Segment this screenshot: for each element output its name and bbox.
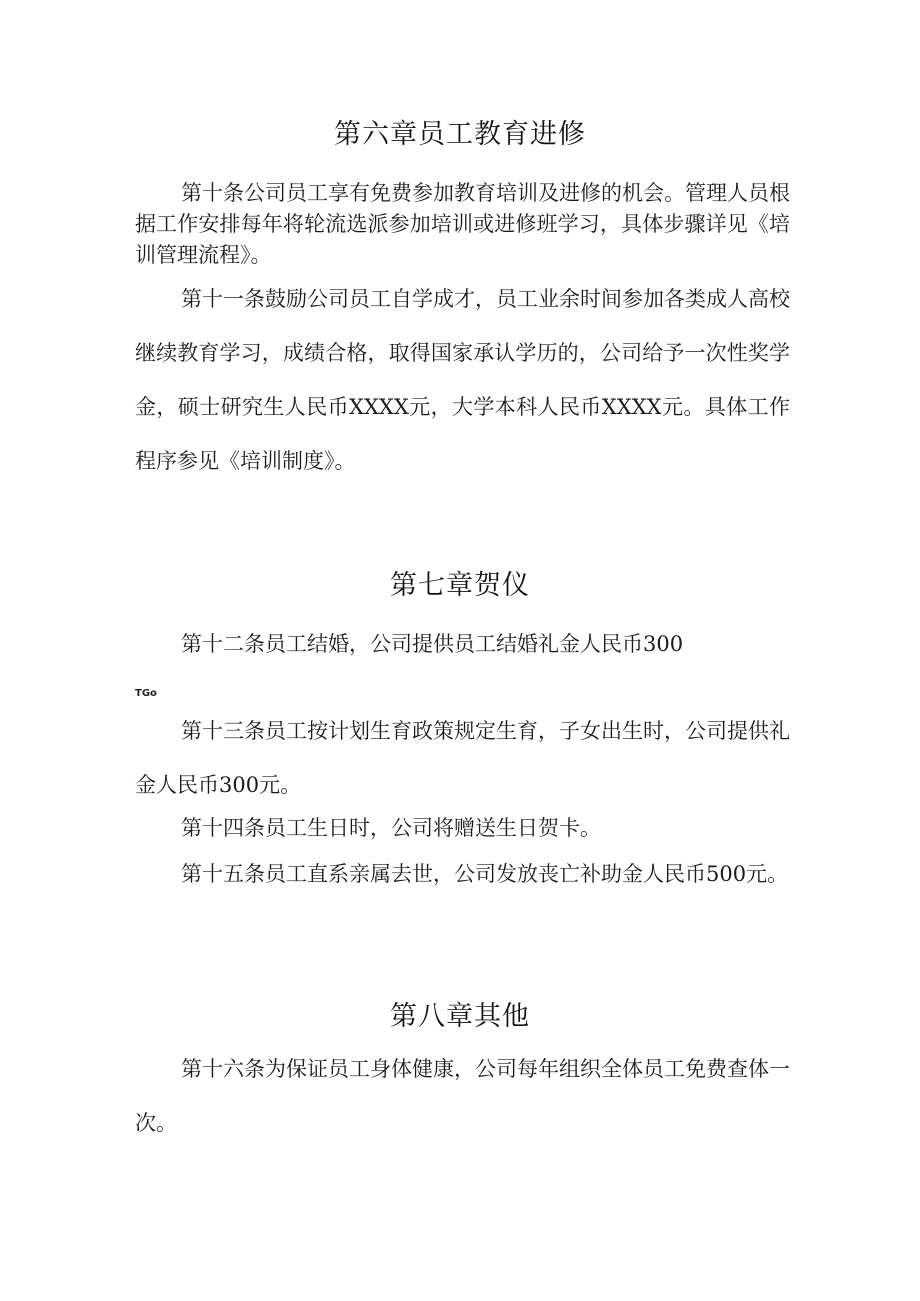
article-16 (135, 1042, 790, 1150)
article-13 (135, 704, 790, 812)
chapter-8-title: 第八章其他 (390, 1001, 530, 1032)
article-14: 第十四条员工生日时，公司将赠送生日贺卡。 (181, 816, 601, 840)
article-10-text: 第十条公司员工享有免费参加教育培训及进修的机会。管理人员根据工作安排每年将轮流选派参加培训或进修班学习，具体步骤详见《培训管理流程》。 (135, 181, 790, 267)
article-16-text: 第十六条为保证员工身体健康，公司每年组织全体员工免费查体一次。 (135, 1057, 790, 1135)
article-13-text: 第十三条员工按计划生育政策规定生育，子女出生时，公司提供礼金人民币300元。 (135, 719, 790, 797)
article-11-text: 第十一条鼓励公司员工自学成才，员工业余时间参加各类成人高校继续教育学习，成绩合格，取得国家承认学历的，公司给予一次性奖学金，硕士研究生人民币XXXX元，大学本科人民币XXXX元。具体工作程序参见《培训制度》。 (135, 287, 790, 473)
article-11 (135, 272, 790, 488)
chapter-6-title: 第六章员工教育进修 (334, 119, 586, 150)
article-12-tail: TGo (135, 688, 157, 699)
article-10 (135, 178, 790, 271)
article-15: 第十五条员工直系亲属去世，公司发放丧亡补助金人民币500元。 (181, 862, 789, 886)
article-12: 第十二条员工结婚，公司提供员工结婚礼金人民币300 (181, 632, 684, 656)
chapter-7-title: 第七章贺仪 (390, 570, 530, 601)
